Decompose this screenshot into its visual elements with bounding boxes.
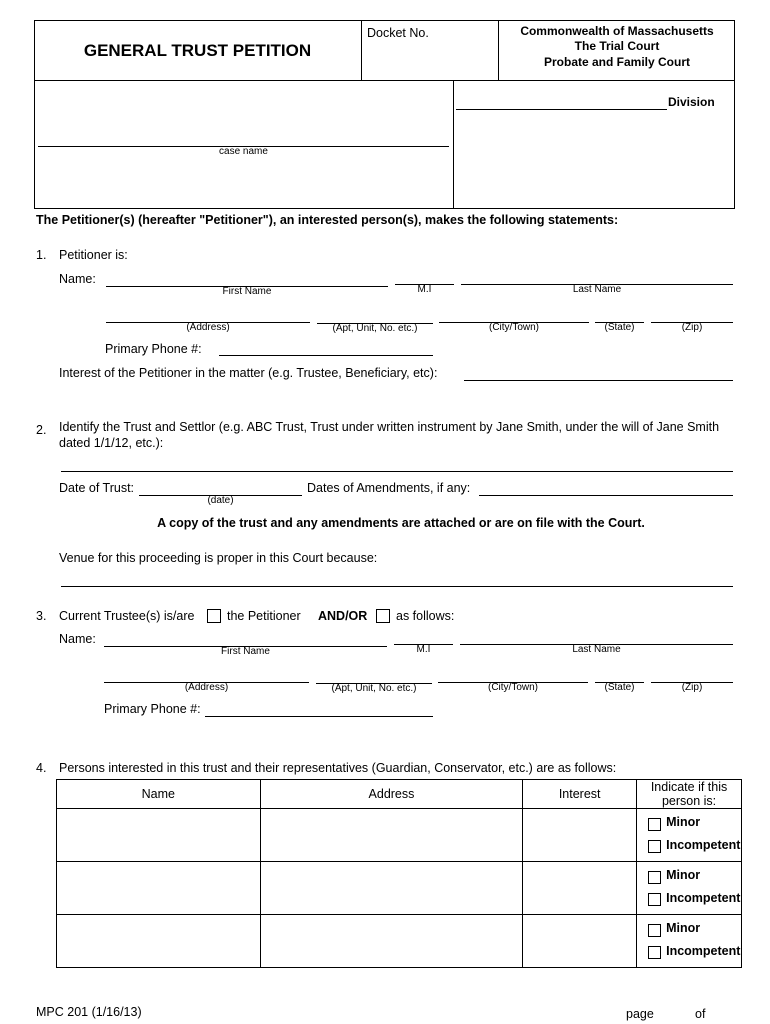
first-name-caption: First Name	[222, 286, 272, 297]
minor-checkbox[interactable]	[648, 818, 661, 831]
incompetent-checkbox[interactable]	[648, 893, 661, 906]
person-address-cell[interactable]	[260, 915, 523, 968]
col-interest-header: Interest	[523, 780, 637, 809]
petitioner-phone-input[interactable]	[219, 355, 433, 356]
date-caption: (date)	[207, 495, 234, 506]
minor-checkbox[interactable]	[648, 924, 661, 937]
table-row	[57, 915, 742, 968]
col-name-header: Name	[57, 780, 261, 809]
trust-identity-input[interactable]	[61, 471, 733, 472]
intro-statement: The Petitioner(s) (hereafter "Petitioner"), an interested person(s), makes the following statements:	[36, 213, 619, 227]
section2-title-line1: Identify the Trust and Settlor (e.g. ABC Trust, Trust under written instrument by Jane Smith, under the will of Jane Smith	[59, 420, 720, 434]
form-title: GENERAL TRUST PETITION	[83, 41, 312, 60]
person-name-cell[interactable]	[57, 915, 261, 968]
section2-title-line2: dated 1/1/12, etc.):	[59, 436, 164, 450]
minor-checkbox[interactable]	[648, 871, 661, 884]
case-name-label: case name	[219, 146, 268, 157]
minor-label: Minor	[666, 815, 701, 829]
persons-header-row	[57, 780, 742, 809]
section1-interest-label: Interest of the Petitioner in the matter (e.g. Trustee, Beneficiary, etc):	[59, 366, 438, 380]
section2-number: 2.	[36, 423, 47, 437]
incompetent-checkbox[interactable]	[648, 946, 661, 959]
incompetent-label: Incompetent	[666, 838, 741, 852]
persons-table	[56, 779, 742, 968]
page-label: page	[626, 1007, 654, 1021]
form-id: MPC 201 (1/16/13)	[36, 1005, 142, 1019]
date-of-trust-label: Date of Trust:	[59, 481, 135, 495]
header-divider-h	[34, 80, 735, 81]
trustee-city-caption: (City/Town)	[487, 682, 538, 693]
col-address-header: Address	[260, 780, 523, 809]
section3-number: 3.	[36, 609, 47, 623]
incompetent-checkbox[interactable]	[648, 840, 661, 853]
of-label: of	[695, 1007, 706, 1021]
court-line-3: Probate and Family Court	[543, 55, 691, 69]
header-divider-v2	[498, 20, 499, 80]
zip-caption: (Zip)	[681, 322, 703, 333]
header-divider-v3	[453, 80, 454, 209]
section1-phone-label: Primary Phone #:	[105, 342, 202, 356]
trustee-zip-caption: (Zip)	[681, 682, 703, 693]
section4-number: 4.	[36, 761, 47, 775]
trustee-petitioner-checkbox[interactable]	[207, 609, 221, 623]
section1-title: Petitioner is:	[59, 248, 128, 262]
table-row	[57, 862, 742, 915]
person-address-cell[interactable]	[260, 809, 523, 862]
section4-title: Persons interested in this trust and their representatives (Guardian, Conservator, etc.) are as follows:	[59, 761, 617, 775]
state-caption: (State)	[604, 322, 635, 333]
person-status-cell	[637, 915, 742, 968]
incompetent-label: Incompetent	[666, 891, 741, 905]
trustee-last-name-caption: Last Name	[572, 644, 621, 655]
section3-phone-label: Primary Phone #:	[104, 702, 201, 716]
address-caption: (Address)	[186, 322, 230, 333]
trustee-mi-caption: M.I	[416, 644, 431, 655]
apt-caption: (Apt, Unit, No. etc.)	[332, 323, 418, 334]
person-interest-cell[interactable]	[523, 915, 637, 968]
trustee-follows-checkbox[interactable]	[376, 609, 390, 623]
minor-label: Minor	[666, 921, 701, 935]
trustee-follows-label: as follows:	[396, 609, 455, 623]
amendments-input[interactable]	[479, 495, 733, 496]
minor-label: Minor	[666, 868, 701, 882]
mi-caption: M.I	[417, 284, 432, 295]
trustee-phone-input[interactable]	[205, 716, 433, 717]
docket-label: Docket No.	[367, 26, 429, 40]
col-indicate-header: Indicate if this person is:	[637, 780, 742, 809]
trustee-state-caption: (State)	[604, 682, 635, 693]
person-interest-cell[interactable]	[523, 809, 637, 862]
amendments-label: Dates of Amendments, if any:	[307, 481, 471, 495]
person-status-cell	[637, 809, 742, 862]
person-name-cell[interactable]	[57, 809, 261, 862]
table-row	[57, 809, 742, 862]
trustee-first-name-caption: First Name	[221, 646, 270, 657]
incompetent-label: Incompetent	[666, 944, 741, 958]
section1-number: 1.	[36, 248, 47, 262]
last-name-caption: Last Name	[572, 284, 622, 295]
court-line-2: The Trial Court	[574, 39, 660, 53]
section3-name-label: Name:	[59, 632, 96, 646]
division-input[interactable]	[456, 109, 667, 110]
section1-name-label: Name:	[59, 272, 96, 286]
division-label: Division	[668, 95, 715, 109]
section3-title: Current Trustee(s) is/are	[59, 609, 195, 623]
and-or-label: AND/OR	[318, 609, 368, 623]
petitioner-interest-input[interactable]	[464, 380, 733, 381]
person-status-cell	[637, 862, 742, 915]
person-interest-cell[interactable]	[523, 862, 637, 915]
venue-label: Venue for this proceeding is proper in this Court because:	[59, 551, 378, 565]
person-address-cell[interactable]	[260, 862, 523, 915]
copy-notice: A copy of the trust and any amendments are attached or are on file with the Court.	[157, 516, 645, 530]
venue-input[interactable]	[61, 586, 733, 587]
trustee-apt-caption: (Apt, Unit, No. etc.)	[331, 683, 417, 694]
trustee-petitioner-label: the Petitioner	[227, 609, 301, 623]
city-caption: (City/Town)	[488, 322, 539, 333]
trustee-address-caption: (Address)	[184, 682, 229, 693]
docket-number-field[interactable]	[362, 42, 497, 79]
person-name-cell[interactable]	[57, 862, 261, 915]
court-line-1: Commonwealth of Massachusetts	[520, 24, 714, 38]
